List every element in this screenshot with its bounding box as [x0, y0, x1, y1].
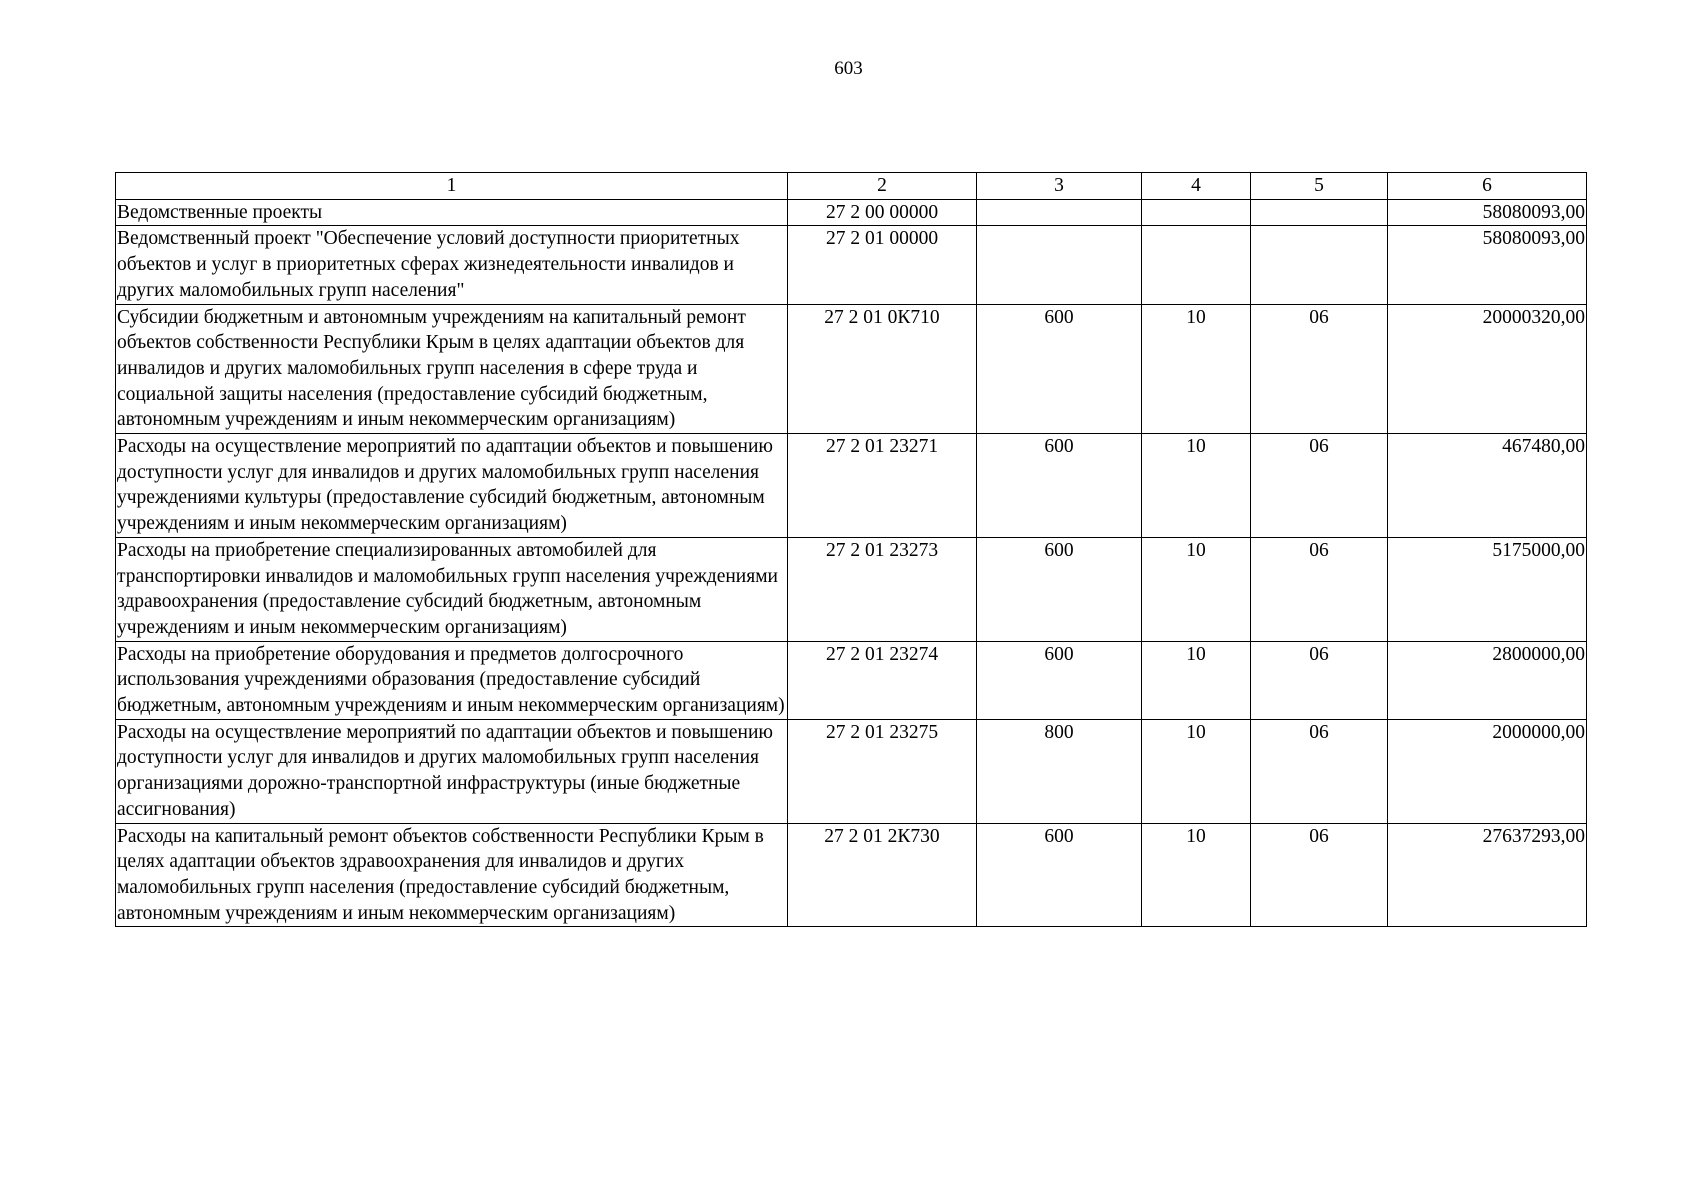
expense-type-code: 600 [977, 304, 1142, 434]
subsection-code: 06 [1251, 304, 1388, 434]
amount: 467480,00 [1388, 434, 1587, 538]
column-header: 6 [1388, 173, 1587, 200]
row-name: Ведомственный проект "Обеспечение условий доступности приоритетных объектов и услуг в приоритетных сферах жизнедеятельности инвалидов и других маломобильных групп населения" [116, 226, 788, 304]
expense-type-code [977, 199, 1142, 226]
amount: 58080093,00 [1388, 226, 1587, 304]
expense-type-code: 600 [977, 537, 1142, 641]
table-row [116, 823, 1587, 927]
row-name: Расходы на осуществление мероприятий по адаптации объектов и повышению доступности услуг для инвалидов и других маломобильных групп населения организациями дорожно-транспортной инфраструктуры (иные бюджетные ассигнования) [116, 719, 788, 823]
section-code: 10 [1142, 304, 1251, 434]
amount: 27637293,00 [1388, 823, 1587, 927]
row-name: Расходы на осуществление мероприятий по адаптации объектов и повышению доступности услуг для инвалидов и других маломобильных групп населения учреждениями культуры (предоставление субсидий бюджетным, автономным учреждениям и иным некоммерческим организациям) [116, 434, 788, 538]
expense-type-code: 600 [977, 434, 1142, 538]
expense-type-code [977, 226, 1142, 304]
table-row [116, 719, 1587, 823]
amount: 2800000,00 [1388, 641, 1587, 719]
subsection-code: 06 [1251, 823, 1388, 927]
section-code: 10 [1142, 537, 1251, 641]
column-header: 2 [788, 173, 977, 200]
row-name: Расходы на капитальный ремонт объектов собственности Республики Крым в целях адаптации объектов здравоохранения для инвалидов и других маломобильных групп населения (предоставление субсидий бюджетным, автономным учреждениям и иным некоммерческим организациям) [116, 823, 788, 927]
expense-type-code: 600 [977, 823, 1142, 927]
section-code [1142, 226, 1251, 304]
column-header: 4 [1142, 173, 1251, 200]
row-name: Расходы на приобретение оборудования и предметов долгосрочного использования учреждениями образования (предоставление субсидий бюджетным, автономным учреждениям и иным некоммерческим организациям) [116, 641, 788, 719]
target-article-code: 27 2 01 23273 [788, 537, 977, 641]
column-header: 5 [1251, 173, 1388, 200]
subsection-code: 06 [1251, 537, 1388, 641]
section-code: 10 [1142, 641, 1251, 719]
target-article-code: 27 2 00 00000 [788, 199, 977, 226]
section-code: 10 [1142, 434, 1251, 538]
target-article-code: 27 2 01 2К730 [788, 823, 977, 927]
table-row [116, 537, 1587, 641]
budget-table [115, 172, 1587, 927]
target-article-code: 27 2 01 00000 [788, 226, 977, 304]
column-header: 3 [977, 173, 1142, 200]
table-row [116, 434, 1587, 538]
expense-type-code: 600 [977, 641, 1142, 719]
section-code [1142, 199, 1251, 226]
table-row [116, 199, 1587, 226]
section-code: 10 [1142, 719, 1251, 823]
target-article-code: 27 2 01 0К710 [788, 304, 977, 434]
row-name: Ведомственные проекты [116, 199, 788, 226]
amount: 2000000,00 [1388, 719, 1587, 823]
subsection-code [1251, 199, 1388, 226]
amount: 20000320,00 [1388, 304, 1587, 434]
section-code: 10 [1142, 823, 1251, 927]
column-header: 1 [116, 173, 788, 200]
table-row [116, 641, 1587, 719]
amount: 58080093,00 [1388, 199, 1587, 226]
target-article-code: 27 2 01 23274 [788, 641, 977, 719]
table-header-row [116, 173, 1587, 200]
table-row [116, 226, 1587, 304]
subsection-code: 06 [1251, 641, 1388, 719]
subsection-code: 06 [1251, 719, 1388, 823]
subsection-code [1251, 226, 1388, 304]
page-number: 603 [834, 58, 863, 79]
row-name: Расходы на приобретение специализированных автомобилей для транспортировки инвалидов и маломобильных групп населения учреждениями здравоохранения (предоставление субсидий бюджетным, автономным учреждениям и иным некоммерческим организациям) [116, 537, 788, 641]
target-article-code: 27 2 01 23275 [788, 719, 977, 823]
row-name: Субсидии бюджетным и автономным учреждениям на капитальный ремонт объектов собственности Республики Крым в целях адаптации объектов для инвалидов и других маломобильных групп населения в сфере труда и социальной защиты населения (предоставление субсидий бюджетным, автономным учреждениям и иным некоммерческим организациям) [116, 304, 788, 434]
amount: 5175000,00 [1388, 537, 1587, 641]
target-article-code: 27 2 01 23271 [788, 434, 977, 538]
expense-type-code: 800 [977, 719, 1142, 823]
table-row [116, 304, 1587, 434]
subsection-code: 06 [1251, 434, 1388, 538]
